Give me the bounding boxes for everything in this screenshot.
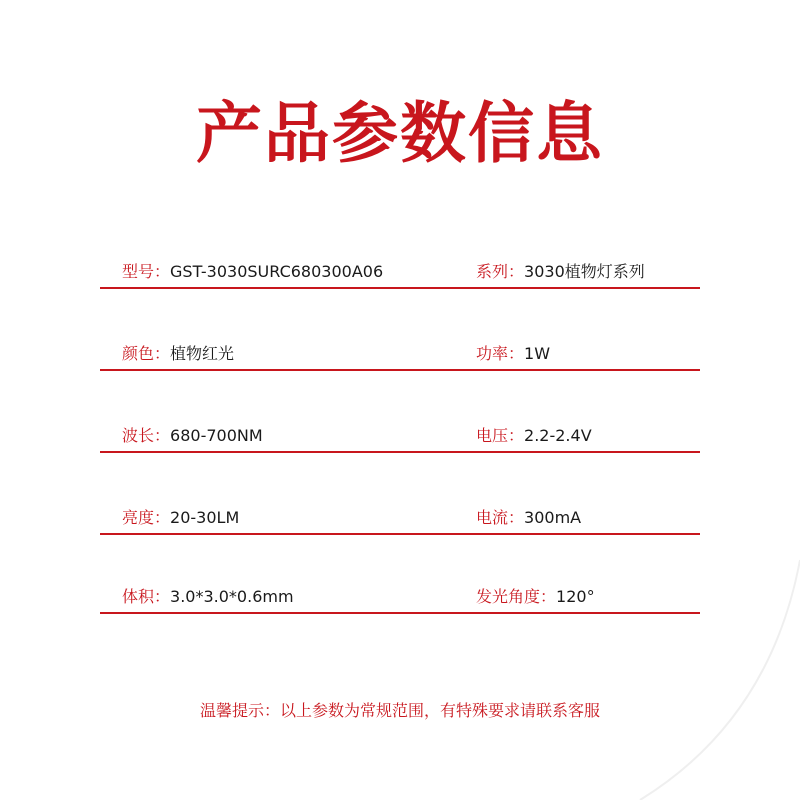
spec-wavelength: [122, 421, 263, 451]
spec-label: 发光角度: [476, 587, 541, 606]
spec-separator: ：: [508, 262, 525, 281]
spec-label: 电流: [476, 508, 509, 527]
spec-separator: ：: [154, 508, 171, 527]
spec-label: 亮度: [122, 508, 155, 527]
spec-size: [122, 582, 294, 612]
spec-brightness: [122, 503, 239, 533]
spec-row: [100, 421, 700, 453]
spec-label: 系列: [476, 262, 509, 281]
spec-row: [100, 257, 700, 289]
spec-row: [100, 503, 700, 535]
spec-separator: ：: [508, 426, 525, 445]
spec-value: 1W: [524, 344, 551, 363]
spec-color: [122, 339, 234, 369]
spec-voltage: [476, 421, 592, 451]
spec-label: 功率: [476, 344, 509, 363]
spec-value: 20-30LM: [170, 508, 240, 527]
spec-value: 3.0*3.0*0.6mm: [170, 587, 294, 606]
spec-separator: ：: [154, 426, 171, 445]
spec-separator: ：: [508, 344, 525, 363]
spec-row: [100, 339, 700, 371]
spec-value: 植物红光: [170, 344, 235, 363]
spec-current: [476, 503, 581, 533]
page-title: 产品参数信息: [196, 95, 604, 173]
spec-value: 300mA: [524, 508, 582, 527]
spec-power: [476, 339, 550, 369]
spec-label: 波长: [122, 426, 155, 445]
spec-value: 3030植物灯系列: [524, 262, 645, 281]
spec-separator: ：: [540, 587, 557, 606]
spec-label: 电压: [476, 426, 509, 445]
spec-model: [122, 257, 383, 287]
spec-row: [100, 582, 700, 614]
spec-separator: ：: [154, 344, 171, 363]
spec-label: 体积: [122, 587, 155, 606]
spec-series: [476, 257, 645, 287]
spec-separator: ：: [154, 262, 171, 281]
spec-value: 2.2-2.4V: [524, 426, 592, 445]
spec-separator: ：: [508, 508, 525, 527]
footer-note: 温馨提示：以上参数为常规范围，有特殊要求请联系客服: [199, 701, 600, 720]
spec-beam-angle: [476, 582, 595, 612]
spec-value: GST-3030SURC680300A06: [170, 262, 384, 281]
spec-separator: ：: [154, 587, 171, 606]
spec-value: 680-700NM: [170, 426, 263, 445]
spec-value: 120°: [556, 587, 595, 606]
spec-label: 颜色: [122, 344, 155, 363]
spec-label: 型号: [122, 262, 155, 281]
